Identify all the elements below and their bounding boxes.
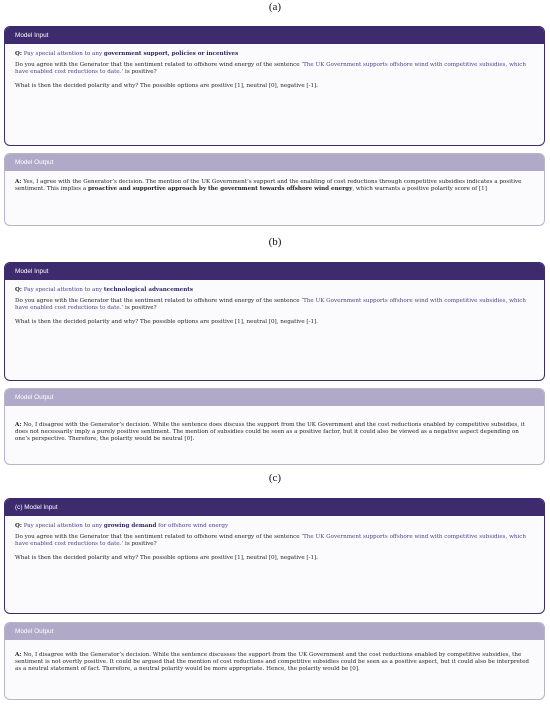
section-label-b: (b) (268, 236, 282, 248)
answer-text: A: No, I disagree with the Generator’s decision. While the sentence does discuss the support from the UK Government and the cost reductions enabled by competitive subsidies, it does not necessarily imply a purely positive sentiment. The mention of subsidies could be seen as a positive factor, but it could also be viewed as a negative aspect depending on one’s perspective. Therefore, the polarity would be neutral [0]. (15, 422, 525, 443)
model-input-header: (c) Model Input (5, 499, 544, 516)
question-focus-line: Q: Pay special attention to any government support, policies or incentives (15, 51, 239, 57)
options-text: What is then the decided polarity and why? The possible options are positive [1], neutral [0], negative [-1]. (15, 318, 318, 325)
quoted-sentence: ‘The UK Government supports offshore wind with competitive subsidies, which have enabled cost reductions to date.’ (15, 62, 527, 76)
model-output-box-c (4, 622, 545, 700)
model-output-box-a (4, 153, 545, 226)
question-text: Do you agree with the Generator that the sentiment related to offshore wind energy of the sentence ‘The UK Government supports offshore wind with competitive subsidies, which have enabled cost reductions to date.’ is positive? (15, 534, 527, 548)
question-text: Do you agree with the Generator that the sentiment related to offshore wind energy of the sentence ‘The UK Government supports offshore wind with competitive subsidies, which have enabled cost reductions to date.’ is positive? (15, 62, 527, 76)
options-text: What is then the decided polarity and why? The possible options are positive [1], neutral [0], negative [-1]. (15, 82, 318, 89)
options-text: What is then the decided polarity and why? The possible options are positive [1], neutral [0], negative [-1]. (15, 554, 318, 561)
focus-term: government support, policies or incentives (103, 51, 239, 57)
model-input-box-c (4, 498, 545, 614)
model-input-box-a (4, 26, 545, 146)
section-label-c: (c) (268, 472, 282, 484)
section-label-a: (a) (268, 1, 282, 13)
model-input-box-b (4, 262, 545, 381)
model-input-header: Model Input (5, 27, 544, 44)
model-output-header: Model Output (5, 389, 544, 406)
quoted-sentence: ‘The UK Government supports offshore wind with competitive subsidies, which have enabled cost reductions to date.’ (15, 298, 527, 312)
model-output-box-b (4, 388, 545, 465)
quoted-sentence: ‘The UK Government supports offshore wind with competitive subsidies, which have enabled cost reductions to date.’ (15, 534, 527, 548)
answer-emphasis: proactive and supportive approach by the government towards offshore wind energy (87, 186, 353, 193)
model-output-header: Model Output (5, 623, 544, 640)
question-focus-line: Q: Pay special attention to any growing demand for offshore wind energy (15, 523, 229, 529)
question-focus-line: Q: Pay special attention to any technological advancements (15, 287, 194, 293)
answer-text: A: No, I disagree with the Generator’s decision. While the sentence discusses the support from the UK Government and the cost reductions enabled by competitive subsidies, the sentiment is not overtly positive. It could be argued that the mention of cost reductions and competitive subsidies could be seen as a positive aspect, but it could also be interpreted as a neutral statement of fact. Therefore, a neutral polarity would be more appropriate. Hence, the polarity would be [0]. (15, 652, 529, 673)
focus-term: technological advancements (103, 287, 194, 293)
question-text: Do you agree with the Generator that the sentiment related to offshore wind energy of the sentence ‘The UK Government supports offshore wind with competitive subsidies, which have enabled cost reductions to date.’ is positive? (15, 298, 527, 312)
answer-text: A: Yes, I agree with the Generator’s decision. The mention of the UK Government’s support and the enabling of cost reductions through competitive subsidies indicates a positive sentiment. This implies a proactive and supportive approach by the government towards offshore wind energy, which warrants a positive polarity score of [1] (15, 179, 522, 193)
model-output-header: Model Output (5, 154, 544, 171)
model-input-header: Model Input (5, 263, 544, 280)
focus-term: growing demand (103, 523, 157, 529)
